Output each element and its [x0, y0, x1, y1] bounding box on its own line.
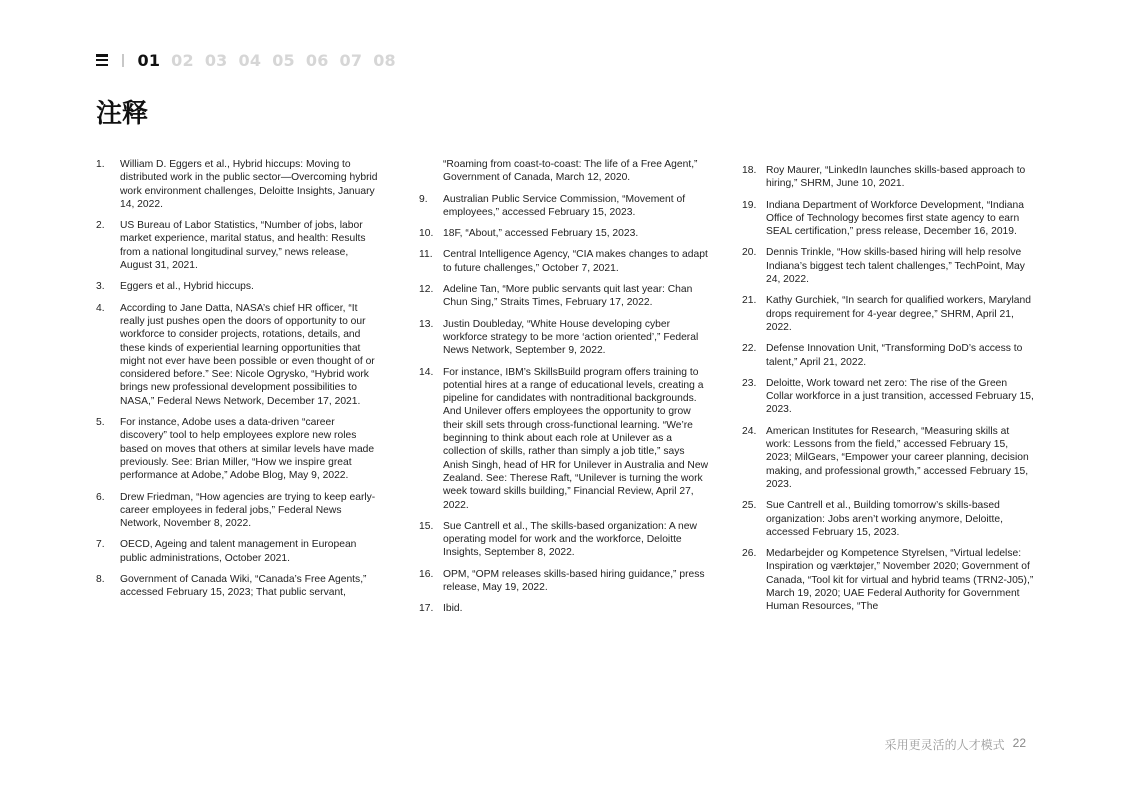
endnote-text: According to Jane Datta, NASA’s chief HR officer, “It really just pushes open the doors of opportunity to our workforce to consider projects, rotations, details, and these kinds of experiential learning opportunities that might not ever have been possible or even thought of or considered before.” See: Nicole Ogrysko, “Hybrid work brings new professional development possibilities to NASA,” Federal News Network, December 17, 2021.	[120, 302, 375, 407]
endnote-text: Sue Cantrell et al., Building tomorrow’s skills-based organization: Jobs aren’t working anymore, Deloitte, accessed February 15, 2023.	[766, 500, 1003, 538]
note-continuation: “Roaming from coast-to-coast: The life of a Free Agent,” Government of Canada, March 12, 2020.	[443, 159, 698, 184]
endnote-number: 8.	[96, 574, 105, 586]
endnote-item	[96, 219, 382, 272]
nav-chapter-06[interactable]: 06	[305, 50, 329, 70]
endnote-number: 6.	[96, 491, 105, 503]
endnote-number: 14.	[419, 366, 434, 378]
page-footer	[885, 736, 1026, 753]
endnote-item	[742, 547, 1034, 613]
endnote-number: 18.	[742, 165, 757, 176]
nav-chapter-07[interactable]: 07	[339, 50, 363, 70]
nav-divider	[122, 54, 124, 67]
endnote-number: 23.	[742, 377, 757, 389]
endnote-item	[742, 294, 1034, 334]
footer-section-title: 采用更灵活的人才模式	[884, 738, 1005, 752]
endnote-number: 2.	[96, 220, 105, 232]
endnote-text: Roy Maurer, “LinkedIn launches skills-based approach to hiring,” SHRM, June 10, 2021.	[766, 165, 1026, 190]
endnote-item	[419, 568, 711, 595]
endnote-item	[419, 227, 711, 240]
endnote-text: For instance, IBM’s SkillsBuild program offers training to potential hires at a range of educational levels, creating a pipeline for candidates with nontraditional backgrounds. And Unilever offers employees the opportunity to grow their skill sets through cross-functional learning. “We’re beginning to think about each role at Unilever as a collection of skills, rather than simply a job title,” says Anish Singh, head of HR for Unilever in Australia and New Zealand. See: Therese Raft, “Unilever is turning the work week toward skills building,” Financial Review, April 27, 2022.	[443, 366, 708, 511]
endnote-item	[742, 342, 1034, 369]
endnote-number: 13.	[419, 318, 434, 330]
endnote-number: 9.	[419, 193, 428, 205]
endnote-number: 12.	[419, 284, 434, 296]
endnote-text: US Bureau of Labor Statistics, “Number of jobs, labor market experience, marital status, and health: Results from a national longitudinal survey,” news release, August 31, 2021.	[120, 220, 366, 272]
endnote-item	[96, 416, 382, 482]
chapter-nav	[96, 49, 407, 71]
endnote-text: Indiana Department of Workforce Development, “Indiana Office of Technology becomes first state agency to earn SEAL certification,” press release, December 16, 2019.	[766, 199, 1024, 238]
notes-column-3	[742, 164, 1034, 622]
endnote-item	[742, 164, 1034, 191]
page-number: 22	[1012, 736, 1026, 750]
endnote-number: 19.	[742, 199, 757, 211]
endnote-text: Justin Doubleday, “White House developing cyber workforce strategy to be more ‘action oriented’,” Federal News Network, September 9, 2022.	[443, 318, 699, 357]
endnote-text: William D. Eggers et al., Hybrid hiccups: Moving to distributed work in the public sector—Overcoming hybrid work environment challenges, Deloitte Insights, January 14, 2022.	[120, 159, 378, 210]
endnote-number: 20.	[742, 247, 757, 259]
endnote-text: Government of Canada Wiki, “Canada’s Free Agents,” accessed February 15, 2023; That public servant,	[120, 574, 367, 599]
endnote-item	[419, 520, 711, 560]
endnote-item	[419, 193, 711, 220]
endnote-number: 21.	[742, 295, 757, 307]
endnote-text: Defense Innovation Unit, “Transforming DoD’s access to talent,” April 21, 2022.	[766, 343, 1023, 368]
endnote-item	[742, 199, 1034, 239]
endnote-item	[96, 538, 382, 565]
notes-column-1	[96, 158, 382, 608]
endnote-text: Deloitte, Work toward net zero: The rise of the Green Collar workforce in a just transition, accessed February 15, 2023.	[766, 377, 1034, 416]
endnote-number: 3.	[96, 281, 105, 293]
endnote-number: 15.	[419, 520, 434, 532]
endnote-text: Medarbejder og Kompetence Styrelsen, “Virtual ledelse: Inspiration og værktøjer,” November 2020; Government of Canada, “Tool kit for virtual and hybrid teams (TRN2-J05),” March 19, 2020; UAE Federal Authority for Government Human Resources, “The	[766, 548, 1034, 613]
endnote-text: Sue Cantrell et al., The skills-based organization: A new operating model for work and the workforce, Deloitte Insights, September 8, 2022.	[443, 520, 697, 559]
endnote-item	[419, 366, 711, 512]
nav-chapter-05[interactable]: 05	[272, 50, 295, 70]
endnote-item	[96, 573, 382, 600]
endnote-number: 17.	[419, 603, 434, 615]
menu-icon[interactable]	[96, 54, 108, 66]
endnote-number: 1.	[96, 159, 105, 170]
endnote-item	[96, 280, 382, 293]
endnote-text: OPM, “OPM releases skills-based hiring guidance,” press release, May 19, 2022.	[443, 568, 705, 594]
endnote-item	[742, 425, 1034, 491]
endnote-item	[742, 377, 1034, 417]
endnote-item	[96, 302, 382, 408]
endnote-number: 22.	[742, 343, 757, 355]
endnote-text: Dennis Trinkle, “How skills-based hiring will help resolve Indiana’s biggest tech talent challenges,” TechPoint, May 24, 2022.	[766, 247, 1025, 286]
nav-chapter-04[interactable]: 04	[238, 50, 262, 70]
page-title: 注释	[96, 99, 149, 129]
endnote-number: 10.	[419, 228, 434, 240]
nav-chapter-01[interactable]: 01	[137, 50, 161, 70]
endnote-text: Australian Public Service Commission, “Movement of employees,” accessed February 15, 2023.	[443, 193, 686, 218]
endnote-number: 7.	[96, 539, 105, 551]
endnote-text: Adeline Tan, “More public servants quit last year: Chan Chun Sing,” Straits Times, February 17, 2022.	[443, 284, 693, 309]
endnote-item	[419, 318, 711, 358]
nav-chapter-02[interactable]: 02	[171, 50, 194, 70]
endnote-text: 18F, “About,” accessed February 15, 2023.	[443, 228, 639, 240]
endnote-number: 4.	[96, 302, 105, 314]
endnote-item	[419, 248, 711, 275]
endnote-text: American Institutes for Research, “Measuring skills at work: Lessons from the field,” accessed February 15, 2023; MilGears, “Empower your career planning, decision making, and professional growth,” accessed February 15, 2023.	[766, 425, 1029, 490]
endnote-item	[742, 246, 1034, 286]
notes-column-2	[419, 158, 711, 624]
endnote-item	[419, 602, 711, 615]
endnote-text: Drew Friedman, “How agencies are trying to keep early-career employees in federal jobs,” Federal News Network, November 8, 2022.	[120, 491, 376, 530]
endnote-text: Central Intelligence Agency, “CIA makes changes to adapt to future challenges,” October 7, 2021.	[443, 249, 708, 274]
endnote-number: 25.	[742, 500, 757, 512]
endnote-number: 16.	[419, 568, 434, 580]
endnote-item	[419, 283, 711, 310]
endnote-number: 26.	[742, 548, 757, 560]
endnote-text: For instance, Adobe uses a data-driven “career discovery” tool to help employees explore new roles based on moves that others at similar levels have made previously. See: Brian Miller, “How we inspire great performance at Adobe,” Adobe Blog, May 9, 2022.	[120, 417, 375, 482]
endnote-text: Ibid.	[443, 603, 463, 615]
endnote-item	[742, 499, 1034, 539]
endnote-text: Eggers et al., Hybrid hiccups.	[120, 281, 254, 293]
nav-chapter-08[interactable]: 08	[373, 50, 396, 70]
endnote-item	[96, 158, 382, 211]
endnote-text: OECD, Ageing and talent management in European public administrations, October 2021.	[120, 539, 357, 564]
endnote-text: Kathy Gurchiek, “In search for qualified workers, Maryland drops requirement for 4-year degree,” SHRM, April 21, 2022.	[766, 295, 1031, 333]
endnote-number: 5.	[96, 417, 105, 429]
endnote-number: 11.	[419, 249, 433, 261]
endnote-number: 24.	[742, 425, 757, 437]
endnote-item	[96, 491, 382, 531]
nav-chapter-03[interactable]: 03	[204, 50, 228, 70]
